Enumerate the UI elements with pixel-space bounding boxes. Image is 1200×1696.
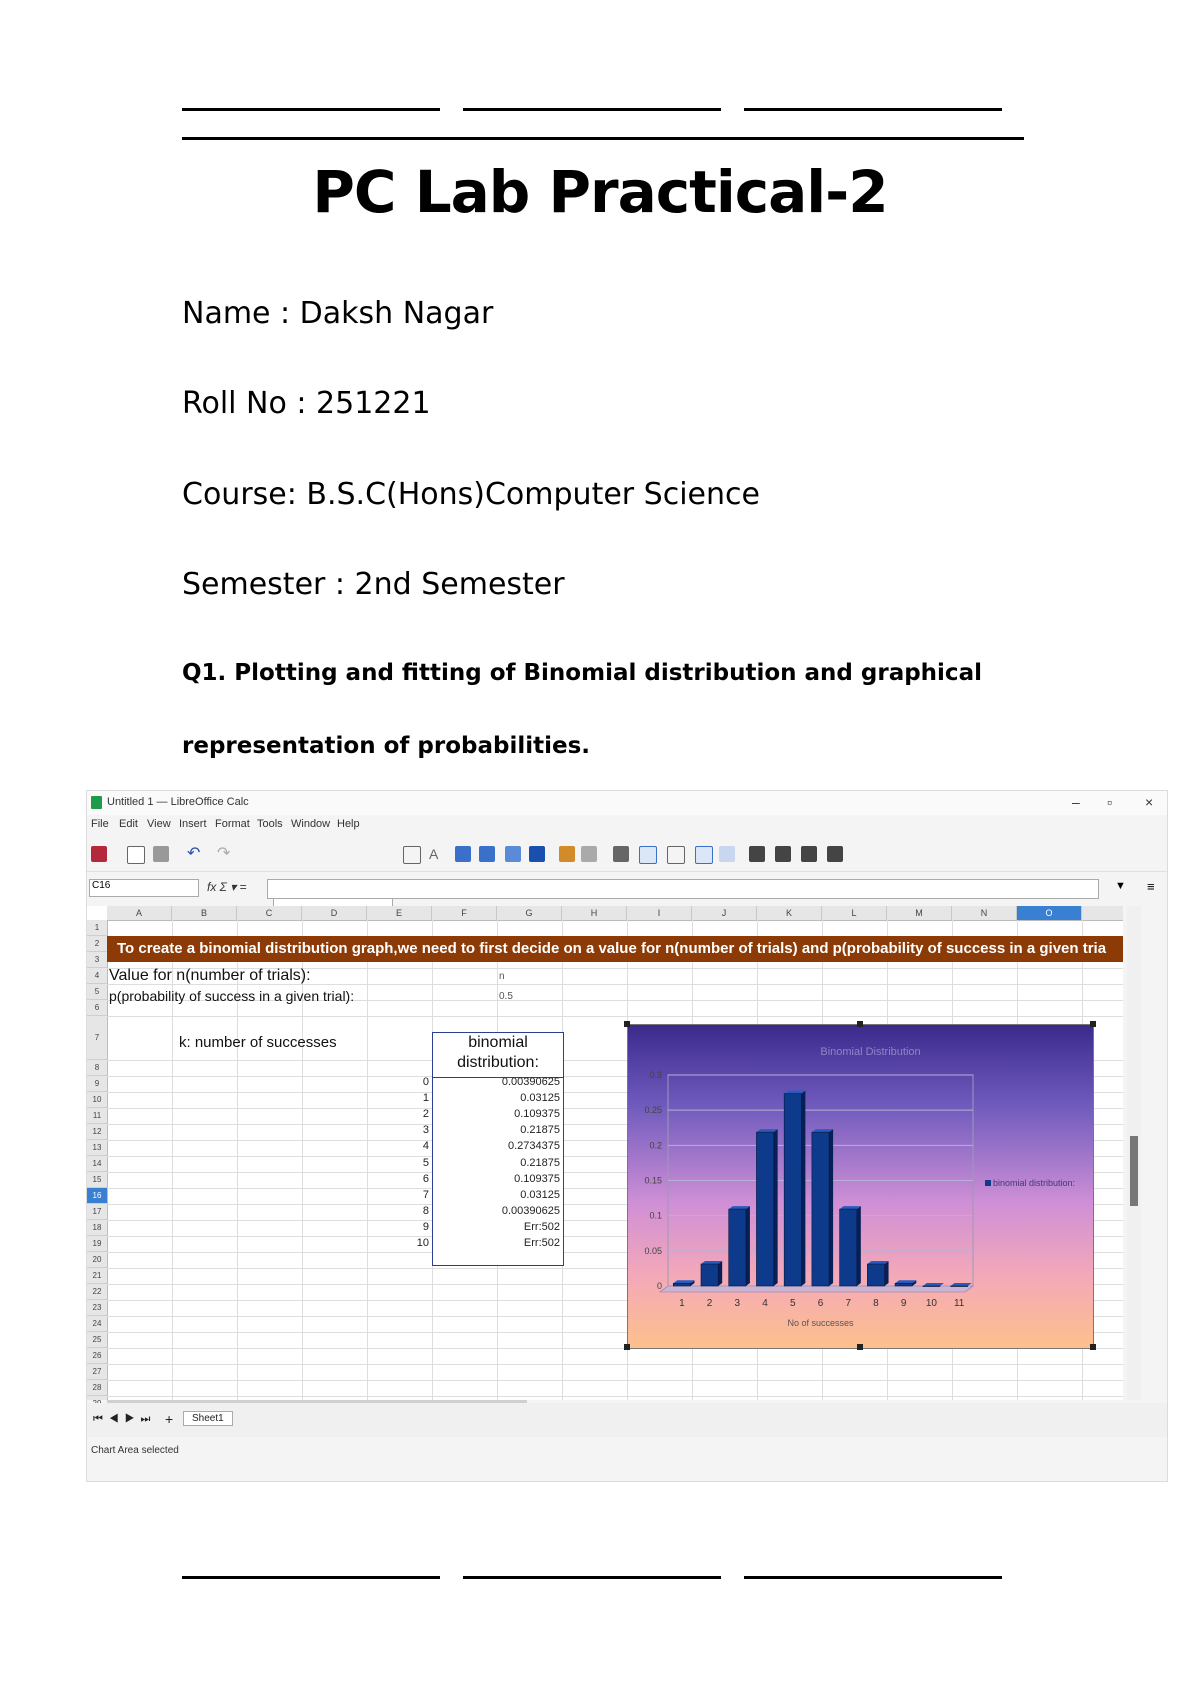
column-header-a[interactable]: A — [107, 906, 172, 920]
distribution-header-line-2: distribution: — [457, 1054, 539, 1071]
row-header-24[interactable]: 24 — [87, 1316, 107, 1332]
legend-on-off-icon[interactable] — [667, 846, 685, 864]
k-value-cell[interactable]: 5 — [422, 1156, 429, 1169]
window-titlebar — [87, 791, 1167, 815]
restore-icon[interactable]: ▫ — [1107, 794, 1112, 810]
semester: Semester : 2nd Semester — [182, 567, 565, 602]
column-header-l[interactable]: L — [822, 906, 887, 920]
row-header-14[interactable]: 14 — [87, 1156, 107, 1172]
distribution-value-cell[interactable]: 0.21875 — [520, 1124, 560, 1137]
instruction-banner[interactable]: To create a binomial distribution graph,we need to first decide on a value for n(number of trials) and p(probability of success in a given tria — [107, 936, 1123, 962]
y-tick-label: 0.25 — [644, 1105, 662, 1116]
page-title: PC Lab Practical-2 — [312, 158, 888, 226]
distribution-value-cell[interactable]: 0.109375 — [514, 1172, 560, 1185]
question-line-2: representation of probabilities. — [182, 733, 591, 759]
bar-side — [718, 1261, 722, 1286]
print-icon[interactable] — [153, 846, 169, 862]
status-text: Chart Area selected — [91, 1445, 179, 1456]
x-tick-label: 6 — [817, 1298, 824, 1309]
bar — [840, 1209, 857, 1286]
selection-handle[interactable] — [1090, 1344, 1096, 1350]
bar-side — [801, 1091, 805, 1286]
bar — [812, 1132, 829, 1286]
plot-floor — [660, 1286, 973, 1292]
p-label[interactable]: p(probability of success in a given trial): — [109, 988, 355, 1004]
menu-window[interactable]: Window — [291, 818, 331, 830]
horizontal-grids-icon[interactable] — [639, 846, 657, 864]
sheet-tab-bar — [87, 1403, 1167, 1437]
row-header-3[interactable]: 3 — [87, 952, 107, 968]
row-header-22[interactable]: 22 — [87, 1284, 107, 1300]
header-rule-middle — [463, 108, 721, 111]
name-box[interactable]: C16 — [89, 879, 199, 897]
row-header-28[interactable]: 28 — [87, 1380, 107, 1396]
column-header-f[interactable]: F — [432, 906, 497, 920]
row-header-19[interactable]: 19 — [87, 1236, 107, 1252]
close-icon[interactable]: × — [1145, 794, 1154, 810]
row-header-15[interactable]: 15 — [87, 1172, 107, 1188]
bar — [923, 1286, 940, 1287]
cell-area[interactable] — [107, 920, 1123, 1400]
legend-swatch — [985, 1180, 991, 1186]
distribution-value-cell[interactable]: 0.00390625 — [501, 1076, 560, 1088]
calc-app-icon — [91, 796, 102, 809]
column-header-k[interactable]: K — [757, 906, 822, 920]
bar — [867, 1264, 884, 1286]
row-header-25[interactable]: 25 — [87, 1332, 107, 1348]
distribution-header — [433, 1033, 563, 1078]
header-rule-left — [182, 108, 440, 111]
y-tick-label: 0.3 — [649, 1070, 662, 1080]
bar — [784, 1094, 801, 1286]
text-icon[interactable]: A — [429, 846, 439, 862]
menu-bar — [87, 815, 1167, 835]
row-header-13[interactable]: 13 — [87, 1140, 107, 1156]
chart-wall-icon[interactable] — [775, 846, 791, 862]
selection-handle[interactable] — [624, 1344, 630, 1350]
formula-bar — [87, 877, 1167, 899]
row-header-6[interactable]: 6 — [87, 1000, 107, 1016]
column-header-d[interactable]: D — [302, 906, 367, 920]
selection-handle[interactable] — [857, 1021, 863, 1027]
selection-handle[interactable] — [1090, 1021, 1096, 1027]
header-rule-full — [182, 137, 1024, 140]
distribution-value-cell[interactable]: 0.00390625 — [501, 1204, 560, 1217]
bar — [951, 1286, 968, 1287]
distribution-value-cell[interactable]: 0.109375 — [514, 1108, 560, 1121]
row-header-23[interactable]: 23 — [87, 1300, 107, 1316]
vertical-scrollbar[interactable] — [1127, 906, 1141, 1400]
k-header[interactable]: k: number of successes — [179, 1034, 337, 1051]
y-tick-label: 0.15 — [644, 1175, 662, 1186]
x-tick-label: 5 — [789, 1298, 796, 1309]
chart-floor-icon[interactable] — [801, 846, 817, 862]
y-tick-label: 0 — [656, 1281, 662, 1291]
chart-type-icon[interactable] — [455, 846, 471, 862]
row-header-26[interactable]: 26 — [87, 1348, 107, 1364]
k-value-cell[interactable]: 2 — [422, 1108, 429, 1121]
row-header-21[interactable]: 21 — [87, 1268, 107, 1284]
column-header-i[interactable]: I — [627, 906, 692, 920]
bar — [701, 1264, 718, 1286]
footer-rule-left — [182, 1576, 440, 1579]
sheet-nav-icon[interactable]: ⏮◀▶⏭ — [93, 1413, 157, 1425]
x-tick-label: 2 — [706, 1298, 713, 1309]
column-header-g[interactable]: G — [497, 906, 562, 920]
column-header-c[interactable]: C — [237, 906, 302, 920]
column-header-j[interactable]: J — [692, 906, 757, 920]
axes-icon[interactable] — [613, 846, 629, 862]
x-tick-label: 4 — [762, 1298, 768, 1309]
row-header-8[interactable]: 8 — [87, 1060, 107, 1076]
menu-format[interactable]: Format — [215, 818, 250, 830]
x-axis-label: No of successes — [787, 1318, 854, 1328]
sidebar-menu-icon[interactable]: ≡ — [1147, 879, 1155, 894]
window-title: Untitled 1 — LibreOffice Calc — [107, 796, 249, 808]
student-name: Name : Daksh Nagar — [182, 296, 494, 331]
grid-line — [367, 920, 368, 1400]
row-header-11[interactable]: 11 — [87, 1108, 107, 1124]
scale-text-icon[interactable] — [695, 846, 713, 864]
row-header-5[interactable]: 5 — [87, 984, 107, 1000]
k-value-cell[interactable]: 8 — [422, 1204, 429, 1217]
k-value-cell[interactable]: 10 — [416, 1237, 429, 1249]
scrollbar-thumb[interactable] — [1130, 1136, 1138, 1206]
binomial-chart — [628, 1025, 1093, 1348]
footer-rule-right — [744, 1576, 1002, 1579]
bar-side — [885, 1261, 889, 1286]
bar-side — [857, 1206, 861, 1286]
expand-formula-icon[interactable]: ▼ — [1115, 880, 1126, 892]
chart-object[interactable] — [627, 1024, 1094, 1349]
row-header-20[interactable]: 20 — [87, 1252, 107, 1268]
menu-file[interactable]: File — [91, 818, 109, 830]
k-value-cell[interactable]: 4 — [422, 1140, 429, 1153]
distribution-value-cell[interactable]: Err:502 — [523, 1237, 560, 1249]
grid-line — [107, 1396, 1123, 1397]
auto-layout-icon[interactable] — [719, 846, 735, 862]
k-value-cell[interactable]: 7 — [422, 1188, 429, 1201]
grid-line — [107, 1364, 1123, 1365]
x-tick-label: 3 — [734, 1298, 741, 1309]
row-header-12[interactable]: 12 — [87, 1124, 107, 1140]
question-line-1: Q1. Plotting and fitting of Binomial distribution and graphical — [182, 660, 982, 686]
row-headers — [87, 920, 108, 1400]
row-header-9[interactable]: 9 — [87, 1076, 107, 1092]
bar-side — [746, 1206, 750, 1286]
row-header-2[interactable]: 2 — [87, 936, 107, 952]
legend-icon[interactable] — [581, 846, 597, 862]
x-tick-label: 1 — [679, 1298, 685, 1309]
menu-tools[interactable]: Tools — [257, 818, 283, 830]
x-tick-label: 11 — [953, 1298, 965, 1309]
toolbar — [87, 837, 1167, 872]
y-tick-label: 0.05 — [644, 1245, 662, 1256]
spreadsheet-grid[interactable] — [87, 906, 1123, 1400]
selection-handle[interactable] — [624, 1021, 630, 1027]
p-value[interactable]: 0.5 — [499, 991, 513, 1002]
distribution-value-cell[interactable]: Err:502 — [523, 1220, 560, 1233]
add-sheet-icon[interactable]: + — [165, 1411, 174, 1427]
y-tick-label: 0.2 — [649, 1140, 662, 1151]
x-tick-label: 7 — [845, 1298, 852, 1309]
bar-side — [829, 1129, 833, 1286]
bar-side — [774, 1129, 778, 1286]
n-label[interactable]: Value for n(number of trials): — [109, 967, 311, 984]
column-header-e[interactable]: E — [367, 906, 432, 920]
distribution-value-cell[interactable]: 0.03125 — [520, 1092, 560, 1105]
roll-number: Roll No : 251221 — [182, 386, 431, 421]
column-header-n[interactable]: N — [952, 906, 1017, 920]
sheet-tab-sheet1[interactable]: Sheet1 — [183, 1411, 233, 1426]
footer-rule-middle — [463, 1576, 721, 1579]
row-header-17[interactable]: 17 — [87, 1204, 107, 1220]
menu-insert[interactable]: Insert — [179, 818, 207, 830]
data-table-icon[interactable] — [479, 846, 495, 862]
bar — [673, 1283, 690, 1286]
formula-input[interactable] — [267, 879, 1099, 899]
format-selection-icon[interactable] — [403, 846, 421, 864]
chart-title: Binomial Distribution — [820, 1046, 921, 1058]
row-header-10[interactable]: 10 — [87, 1092, 107, 1108]
header-rule-right — [744, 108, 1002, 111]
n-value[interactable]: n — [499, 971, 505, 982]
column-header-b[interactable]: B — [172, 906, 237, 920]
y-tick-label: 0.1 — [649, 1210, 662, 1221]
k-value-cell[interactable]: 1 — [422, 1092, 429, 1105]
row-header-18[interactable]: 18 — [87, 1220, 107, 1236]
distribution-value-cell[interactable]: 0.2734375 — [508, 1140, 560, 1153]
row-header-27[interactable]: 27 — [87, 1364, 107, 1380]
x-tick-label: 10 — [925, 1298, 937, 1309]
row-header-4[interactable]: 4 — [87, 968, 107, 984]
k-value-cell[interactable]: 3 — [422, 1124, 429, 1137]
redo-icon[interactable]: ↷ — [217, 845, 231, 862]
grid-line — [107, 1380, 1123, 1381]
row-header-7[interactable]: 7 — [87, 1016, 107, 1060]
function-wizard-icon[interactable]: fx Σ ▾ = — [207, 880, 247, 894]
save-icon[interactable] — [91, 846, 107, 862]
bar — [895, 1283, 912, 1286]
undo-icon[interactable]: ↶ — [187, 845, 201, 862]
column-header-m[interactable]: M — [887, 906, 952, 920]
course: Course: B.S.C(Hons)Computer Science — [182, 477, 760, 512]
insert-chart-icon[interactable] — [749, 846, 765, 862]
bar — [729, 1209, 746, 1286]
k-value-cell[interactable]: 9 — [422, 1220, 429, 1233]
3d-view-icon[interactable] — [529, 846, 545, 862]
k-value-cell[interactable]: 0 — [422, 1076, 429, 1088]
row-header-16[interactable]: 16 — [87, 1188, 107, 1204]
selection-handle[interactable] — [857, 1344, 863, 1350]
distribution-value-cell[interactable]: 0.03125 — [520, 1188, 560, 1201]
libreoffice-screenshot — [86, 790, 1168, 1482]
distribution-value-cell[interactable]: 0.21875 — [520, 1156, 560, 1169]
data-ranges-icon[interactable] — [505, 846, 521, 862]
chart-area-icon[interactable] — [827, 846, 843, 862]
k-value-cell[interactable]: 6 — [422, 1172, 429, 1185]
status-bar — [87, 1441, 1167, 1465]
x-tick-label: 9 — [900, 1298, 907, 1309]
column-header-h[interactable]: H — [562, 906, 627, 920]
menu-edit[interactable]: Edit — [119, 818, 138, 830]
legend-label: binomial distribution: — [993, 1178, 1076, 1188]
distribution-header-line-1: binomial — [468, 1034, 528, 1051]
minimize-icon[interactable]: – — [1072, 794, 1080, 810]
bar — [756, 1132, 773, 1286]
grid-line — [107, 1016, 1123, 1017]
column-header-o[interactable]: O — [1017, 906, 1082, 920]
menu-view[interactable]: View — [147, 818, 171, 830]
column-headers — [107, 906, 1123, 921]
export-pdf-icon[interactable] — [127, 846, 145, 864]
row-header-1[interactable]: 1 — [87, 920, 107, 936]
title-icon[interactable] — [559, 846, 575, 862]
menu-help[interactable]: Help — [337, 818, 360, 830]
x-tick-label: 8 — [873, 1298, 879, 1309]
